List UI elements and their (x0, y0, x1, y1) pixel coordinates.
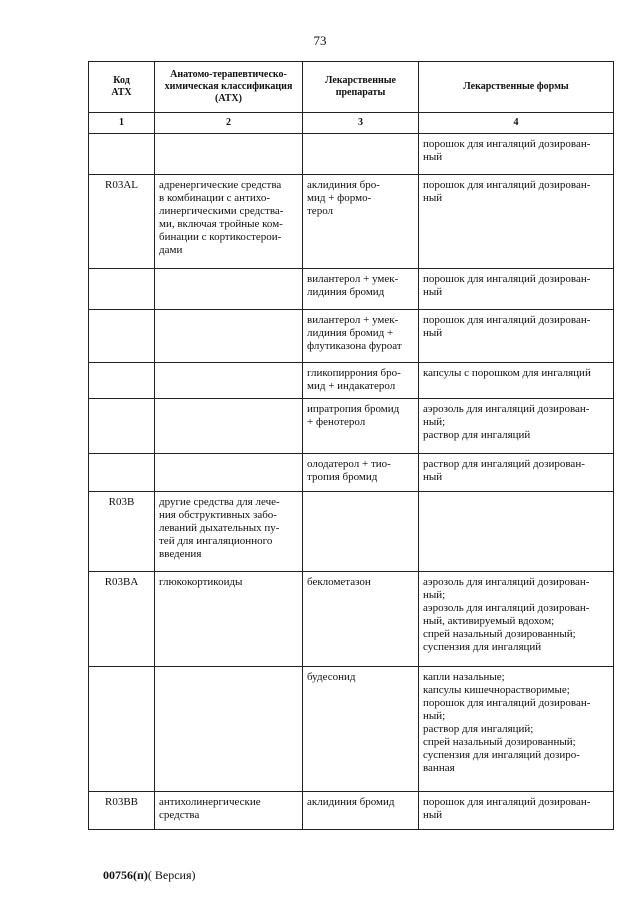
dosage-forms: порошок для ингаляций дозирован- ный (419, 792, 614, 830)
table-row (89, 363, 614, 399)
drug-name: беклометазон (303, 572, 419, 667)
drug-name: аклидиния бромид (303, 792, 419, 830)
table-row (89, 792, 614, 830)
dosage-forms: порошок для ингаляций дозирован- ный (419, 269, 614, 310)
atx-classification: антихолинергические средства (155, 792, 303, 830)
atx-code (89, 310, 155, 363)
table-row (89, 175, 614, 269)
header-forms: Лекарственные формы (419, 62, 614, 113)
atx-classification (155, 667, 303, 792)
atx-code: R03BA (89, 572, 155, 667)
atx-code: R03BB (89, 792, 155, 830)
atx-code (89, 269, 155, 310)
header-classification: Анатомо-терапевтическо- химическая классификация (АТХ) (155, 62, 303, 113)
table-row (89, 310, 614, 363)
atx-classification: адренергические средства в комбинации с антихо- линергическими средства- ми, включая тройные ком- бинации с кортикостерои- дами (155, 175, 303, 269)
atx-code (89, 134, 155, 175)
header-code: Код АТХ (89, 62, 155, 113)
atx-code (89, 399, 155, 454)
document-number: 00756(п) (103, 868, 148, 882)
column-number: 4 (419, 113, 614, 134)
dosage-forms: порошок для ингаляций дозирован- ный (419, 310, 614, 363)
table-row (89, 269, 614, 310)
drug-name: вилантерол + умек- лидиния бромид (303, 269, 419, 310)
atx-code (89, 363, 155, 399)
atx-classification: глюкокортикоиды (155, 572, 303, 667)
atx-code: R03AL (89, 175, 155, 269)
header-row (89, 62, 614, 113)
atx-classification (155, 269, 303, 310)
header-drugs: Лекарственные препараты (303, 62, 419, 113)
drug-name: ипратропия бромид + фенотерол (303, 399, 419, 454)
table-row (89, 454, 614, 492)
dosage-forms: аэрозоль для ингаляций дозирован- ный; аэрозоль для ингаляций дозирован- ный, активируемый вдохом; спрей назальный дозированный; суспензия для ингаляций (419, 572, 614, 667)
drug-name: будесонид (303, 667, 419, 792)
dosage-forms: порошок для ингаляций дозирован- ный (419, 134, 614, 175)
table-row (89, 492, 614, 572)
atx-classification (155, 363, 303, 399)
drug-name (303, 492, 419, 572)
document-footer (103, 868, 196, 883)
atx-code (89, 454, 155, 492)
table-row (89, 572, 614, 667)
drug-name: вилантерол + умек- лидиния бромид + флутиказона фуроат (303, 310, 419, 363)
drug-name: гликопиррония бро- мид + индакатерол (303, 363, 419, 399)
table-row (89, 134, 614, 175)
atx-classification (155, 399, 303, 454)
dosage-forms: порошок для ингаляций дозирован- ный (419, 175, 614, 269)
column-number: 2 (155, 113, 303, 134)
dosage-forms: аэрозоль для ингаляций дозирован- ный; раствор для ингаляций (419, 399, 614, 454)
dosage-forms (419, 492, 614, 572)
dosage-forms: раствор для ингаляций дозирован- ный (419, 454, 614, 492)
dosage-forms: капсулы с порошком для ингаляций (419, 363, 614, 399)
drug-name (303, 134, 419, 175)
column-number: 1 (89, 113, 155, 134)
dosage-forms: капли назальные; капсулы кишечнорастворимые; порошок для ингаляций дозирован- ный; раствор для ингаляций; спрей назальный дозированный; суспензия для ингаляций дозиро- ванная (419, 667, 614, 792)
atx-classification (155, 454, 303, 492)
atx-table (88, 61, 614, 830)
version-label: ( Версия) (147, 868, 196, 882)
drug-name: олодатерол + тио- тропия бромид (303, 454, 419, 492)
atx-classification (155, 310, 303, 363)
column-number: 3 (303, 113, 419, 134)
table-row (89, 667, 614, 792)
drug-name: аклидиния бро- мид + формо- терол (303, 175, 419, 269)
atx-classification: другие средства для лече- ния обструктивных забо- леваний дыхательных пу- тей для ингаляционного введения (155, 492, 303, 572)
column-number-row (89, 113, 614, 134)
page-number: 73 (313, 33, 327, 48)
atx-classification (155, 134, 303, 175)
table-row (89, 399, 614, 454)
atx-code (89, 667, 155, 792)
atx-code: R03B (89, 492, 155, 572)
